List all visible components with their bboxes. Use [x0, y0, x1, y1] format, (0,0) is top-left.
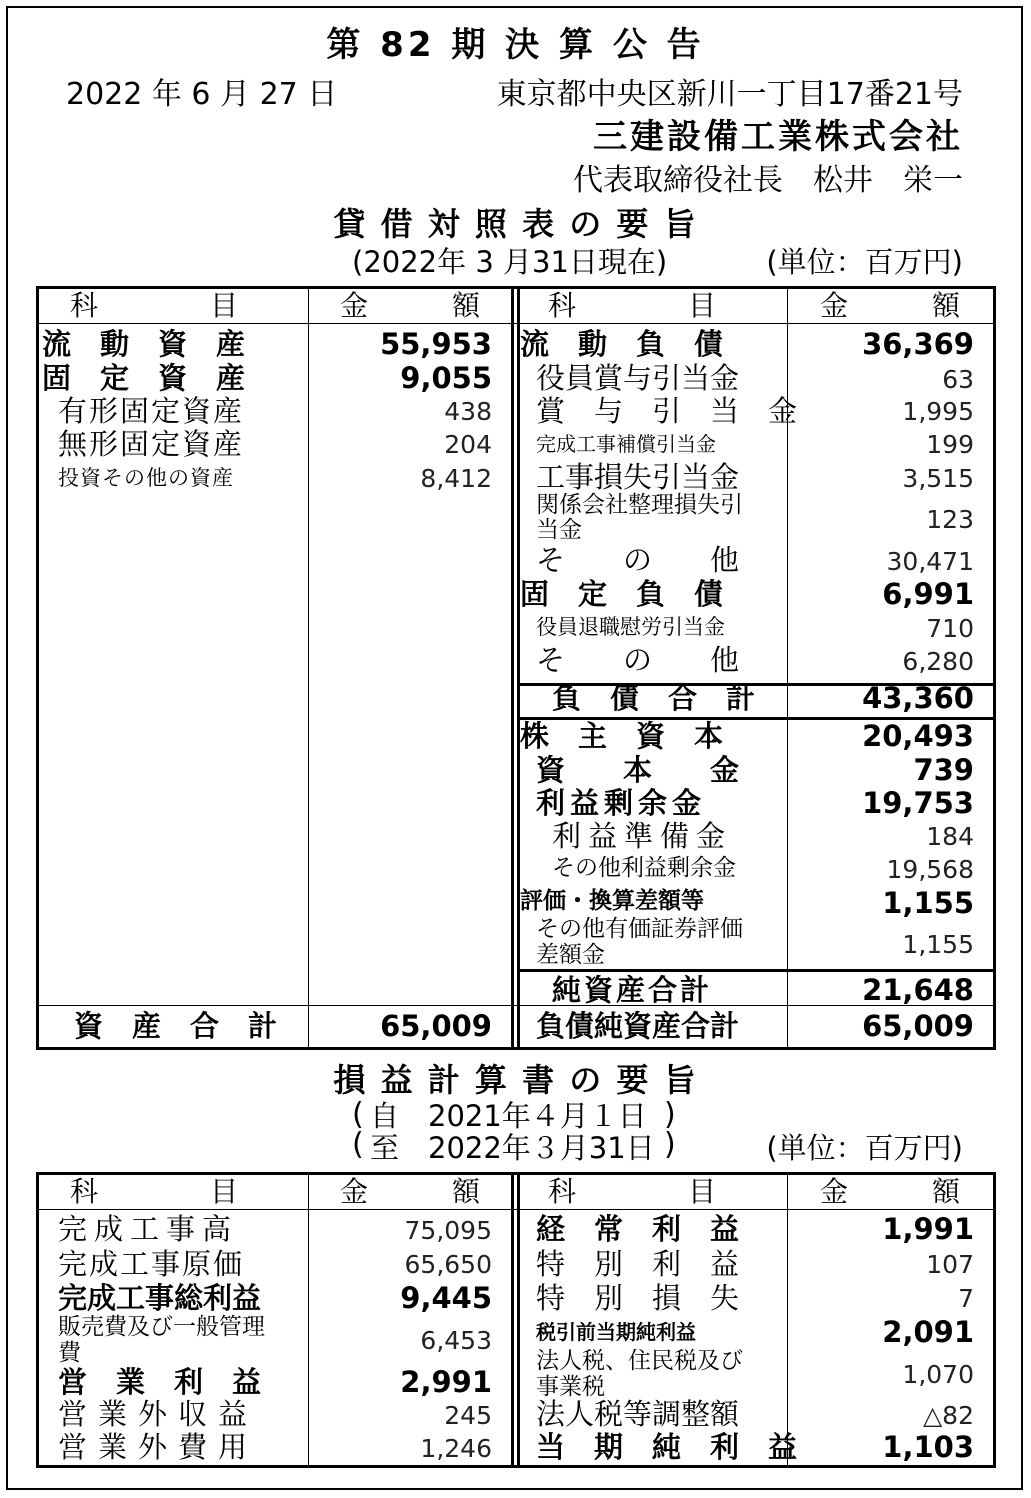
- is-right-label-cont: 事業税: [536, 1374, 605, 1400]
- is-left-label-cont: 費: [58, 1340, 81, 1366]
- bs-equity-value: 184: [926, 822, 974, 851]
- is-left-value: 1,246: [420, 1434, 492, 1463]
- bs-grand-total-value: 65,009: [862, 1009, 974, 1043]
- bs-net-assets-total-label: 純資産合計: [552, 973, 713, 1007]
- company-name: 三建設備工業株式会社: [593, 117, 963, 157]
- period-bracket-close: ): [664, 1097, 676, 1132]
- bs-liab-value: 63: [942, 365, 974, 394]
- is-right-value: △82: [922, 1401, 974, 1430]
- bs-grand-total-label: 負債純資産合計: [536, 1009, 740, 1043]
- is-left-amount-header: 金 額: [340, 1175, 481, 1208]
- is-left-value: 245: [444, 1401, 492, 1430]
- period-bracket-open: (: [352, 1097, 364, 1132]
- is-right-label: 経 常 利 益: [536, 1212, 740, 1246]
- is-right-value: 2,091: [882, 1315, 974, 1349]
- is-right-item-header: 科 目: [548, 1175, 717, 1208]
- is-left-label: 完成工事総利益: [58, 1281, 262, 1315]
- bs-liab-label: 流 動 負 債: [520, 327, 724, 361]
- bs-asset-label: 固 定 資 産: [42, 361, 246, 395]
- bs-liabilities-total-label: 負 債 合 計: [552, 681, 756, 715]
- is-left-label: 完成工事原価: [58, 1247, 245, 1281]
- period-bracket-close: ): [664, 1127, 676, 1162]
- is-right-label: 当 期 純 利 益: [536, 1430, 798, 1464]
- is-right-label: 税引前当期純利益: [536, 1320, 696, 1344]
- is-right-value: 1,991: [882, 1212, 974, 1246]
- bs-equity-label: 利益剰余金: [536, 786, 707, 820]
- is-right-value: 107: [926, 1250, 974, 1279]
- bs-asset-label: 有形固定資産: [58, 394, 245, 428]
- income-statement-title: 損 益 計 算 書 の 要 旨: [333, 1061, 698, 1099]
- bs-liab-value: 3,515: [902, 464, 974, 493]
- is-right-value: 7: [958, 1284, 974, 1313]
- bs-liab-label: そ の 他: [536, 543, 740, 577]
- income-statement-unit: (単位：百万円): [766, 1131, 963, 1165]
- bs-liabilities-total-value: 43,360: [862, 681, 974, 715]
- is-right-label: 法人税等調整額: [536, 1397, 740, 1431]
- bs-liab-item-header: 科 目: [548, 289, 717, 322]
- bs-assets-total-label: 資 産 合 計: [74, 1009, 278, 1043]
- bs-equity-value: 19,568: [886, 855, 974, 884]
- period-from: 自 2021年４月１日: [370, 1099, 647, 1133]
- bs-asset-label: 流 動 資 産: [42, 327, 246, 361]
- bs-liab-label: 役員賞与引当金: [536, 361, 740, 395]
- period-bracket-open: (: [352, 1127, 364, 1162]
- bs-liab-value: 6,991: [882, 577, 974, 611]
- is-left-item-header: 科 目: [70, 1175, 239, 1208]
- bs-liab-label: 固 定 負 債: [520, 577, 724, 611]
- bs-asset-value: 438: [444, 397, 492, 426]
- bs-equity-label: 利益準備金: [552, 819, 733, 853]
- is-right-label: 法人税、住民税及び: [536, 1348, 743, 1374]
- bs-liab-value: 1,995: [902, 397, 974, 426]
- representative: 代表取締役社長 松井 栄一: [573, 163, 963, 198]
- bs-liab-label: 役員退職慰労引当金: [536, 615, 725, 639]
- bs-asset-label: 投資その他の資産: [58, 466, 234, 490]
- bs-asset-value: 8,412: [420, 464, 492, 493]
- bs-assets-amount-header: 金 額: [340, 289, 481, 322]
- is-right-value: 1,103: [882, 1430, 974, 1464]
- balance-sheet-date: (2022年 3 月31日現在): [352, 245, 668, 279]
- bs-liab-value: 6,280: [902, 647, 974, 676]
- bs-liab-label-cont: 当金: [536, 517, 582, 543]
- bs-asset-value: 9,055: [400, 361, 492, 395]
- bs-assets-total-value: 65,009: [380, 1009, 492, 1043]
- bs-liab-label: そ の 他: [536, 643, 740, 677]
- bs-net-assets-total-value: 21,648: [862, 973, 974, 1007]
- bs-liab-label: 関係会社整理損失引: [536, 492, 743, 518]
- balance-sheet-title: 貸 借 対 照 表 の 要 旨: [333, 205, 698, 243]
- is-left-label: 営業外費用: [58, 1430, 259, 1464]
- bs-liab-value: 30,471: [886, 547, 974, 576]
- is-right-amount-header: 金 額: [820, 1175, 961, 1208]
- bs-liab-value: 123: [926, 505, 974, 534]
- bs-assets-item-header: 科 目: [70, 289, 239, 322]
- is-left-label: 営 業 利 益: [58, 1365, 262, 1399]
- bs-equity-value: 1,155: [902, 930, 974, 959]
- bs-equity-label-cont: 差額金: [536, 942, 605, 968]
- bs-equity-label: その他利益剰余金: [552, 855, 736, 881]
- period-to: 至 2022年３月31日: [370, 1131, 655, 1165]
- bs-asset-label: 無形固定資産: [58, 427, 245, 461]
- bs-equity-value: 739: [913, 753, 974, 787]
- company-address: 東京都中央区新川一丁目17番21号: [496, 77, 963, 112]
- bs-liab-value: 710: [926, 614, 974, 643]
- is-left-value: 9,445: [400, 1281, 492, 1315]
- is-left-label: 販売費及び一般管理: [58, 1314, 265, 1340]
- bs-liab-amount-header: 金 額: [820, 289, 961, 322]
- is-left-value: 75,095: [404, 1216, 492, 1245]
- bs-asset-value: 55,953: [380, 327, 492, 361]
- is-left-value: 2,991: [400, 1365, 492, 1399]
- is-right-label: 特 別 利 益: [536, 1247, 740, 1281]
- is-left-value: 65,650: [404, 1250, 492, 1279]
- bs-liab-value: 36,369: [862, 327, 974, 361]
- is-left-value: 6,453: [420, 1326, 492, 1355]
- announcement-date: 2022 年 6 月 27 日: [66, 77, 338, 112]
- bs-equity-label: 評価・換算差額等: [520, 888, 704, 914]
- bs-asset-value: 204: [444, 430, 492, 459]
- bs-liab-label: 工事損失引当金: [536, 460, 740, 494]
- bs-equity-label: 株 主 資 本: [520, 719, 724, 753]
- bs-liab-value: 199: [926, 430, 974, 459]
- page-title: 第 82 期 決 算 公 告: [326, 25, 705, 65]
- is-right-label: 特 別 損 失: [536, 1281, 740, 1315]
- bs-equity-value: 19,753: [862, 786, 974, 820]
- is-right-value: 1,070: [902, 1360, 974, 1389]
- balance-sheet-unit: (単位：百万円): [766, 245, 963, 279]
- is-left-label: 営業外収益: [58, 1397, 259, 1431]
- bs-equity-label: 資 本 金: [536, 753, 740, 787]
- bs-equity-value: 20,493: [862, 719, 974, 753]
- bs-equity-label: その他有価証券評価: [536, 916, 743, 942]
- is-left-label: 完成工事高: [58, 1212, 239, 1246]
- bs-equity-value: 1,155: [882, 886, 974, 920]
- bs-liab-label: 完成工事補償引当金: [536, 432, 716, 456]
- bs-liab-label: 賞 与 引 当 金: [536, 394, 798, 428]
